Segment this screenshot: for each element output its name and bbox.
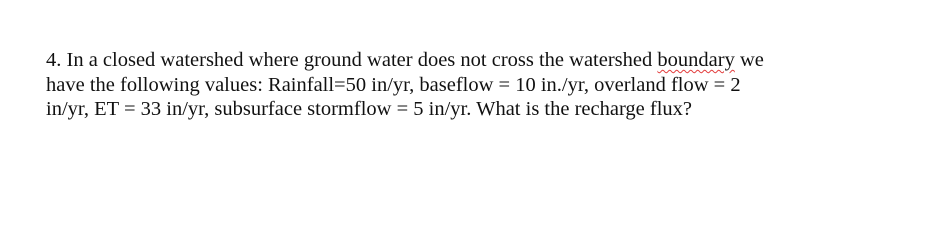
problem-line-1 xyxy=(46,48,916,73)
problem-line-1-end: we xyxy=(734,49,764,71)
problem-text xyxy=(46,48,916,122)
spellcheck-flagged-word[interactable]: boundary xyxy=(657,49,735,71)
problem-line-2: have the following values: Rainfall=50 in/yr, baseflow = 10 in./yr, overland flow = 2 xyxy=(46,73,741,96)
problem-line-3: in/yr, ET = 33 in/yr, subsurface stormflow = 5 in/yr. What is the recharge flux? xyxy=(46,98,693,120)
problem-line-1-start: 4. In a closed watershed where ground water does not cross the watershed xyxy=(46,49,658,71)
